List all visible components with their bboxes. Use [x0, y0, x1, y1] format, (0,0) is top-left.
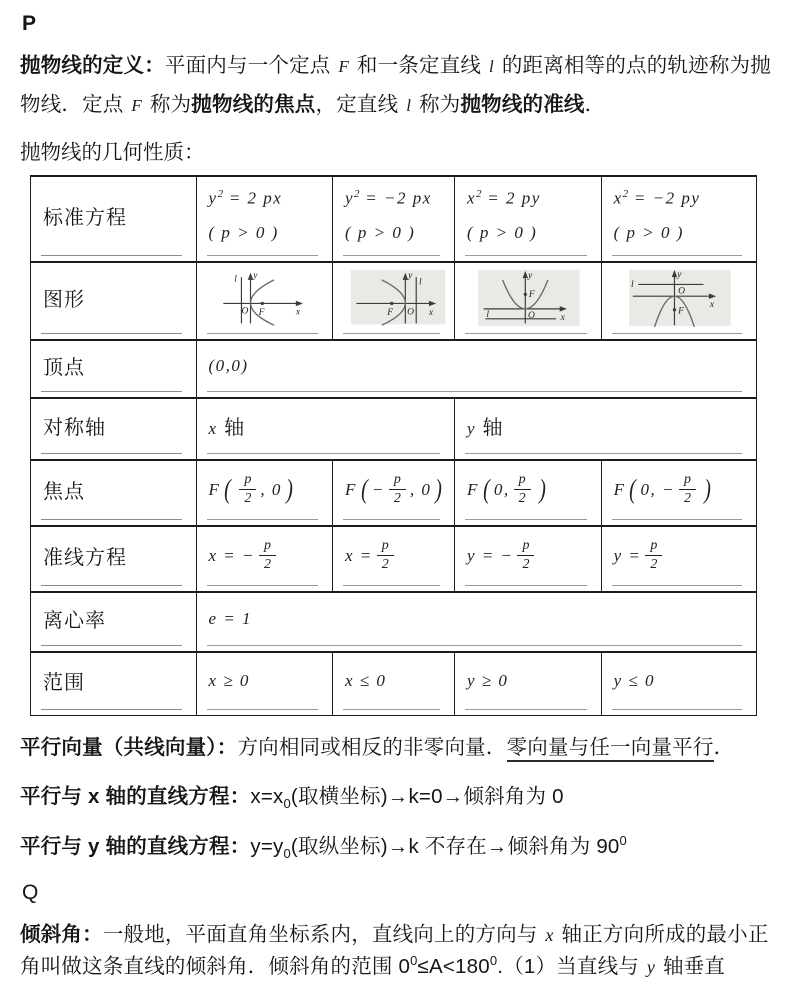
svg-text:F: F — [258, 307, 264, 318]
blank-underline — [207, 333, 318, 334]
svg-text:y: y — [676, 269, 681, 280]
cell-focus-1 — [196, 460, 332, 526]
range-value: x ≥ 0 — [208, 670, 250, 690]
cell-graph-opens-down — [601, 262, 756, 340]
blank-underline — [41, 519, 182, 520]
blank-underline — [343, 519, 440, 520]
row-label-standard-equation: 标准方程 — [31, 176, 197, 262]
svg-text:O: O — [677, 286, 685, 297]
blank-underline — [41, 391, 182, 392]
equation: $x^2 = 2$ py — [466, 188, 541, 209]
svg-text:x: x — [428, 307, 434, 318]
underlined-rule: 零向量与任一向量平行 — [507, 736, 714, 762]
cell-focus-4 — [601, 460, 756, 526]
cell-focus-2 — [333, 460, 455, 526]
blank-underline — [207, 391, 742, 392]
cell-directrix-1 — [196, 526, 332, 592]
cell-eccentricity — [196, 592, 756, 652]
parabola-opens-up-diagram — [467, 269, 589, 327]
blank-underline — [465, 255, 587, 256]
cell-focus-3 — [454, 460, 601, 526]
blank-underline — [41, 645, 182, 646]
inclination-title: 倾斜角： — [20, 923, 103, 947]
cell-graph-opens-left — [333, 262, 455, 340]
directrix-term: 抛物线的准线 — [460, 93, 585, 117]
focus-formula: F ( 0, − $\frac{p}{2}$ ) — [613, 472, 711, 507]
section-q-marker: Q — [22, 881, 39, 905]
section-p-marker: P — [22, 12, 37, 35]
vertex-value: (0,0) — [208, 355, 249, 375]
definition-title: 抛物线的定义： — [20, 54, 165, 77]
condition: ( p > 0 ) — [613, 223, 684, 243]
cell-equation-3 — [454, 176, 601, 262]
svg-text:y: y — [527, 270, 533, 281]
cell-axis-y: y 轴 — [454, 398, 756, 460]
row-label-directrix: 准线方程 — [31, 526, 197, 592]
svg-text:l: l — [486, 309, 489, 320]
svg-text:F: F — [387, 307, 394, 318]
svg-text:l: l — [630, 279, 634, 290]
svg-text:x: x — [295, 307, 300, 318]
cell-range-2 — [333, 652, 455, 716]
svg-text:O: O — [407, 307, 415, 318]
parallel-y-axis-note: 平行与 y 轴的直线方程：$y=y_0$(取纵坐标)→k 不存在→倾斜角为 $90^0$ — [20, 833, 627, 862]
condition: ( p > 0 ) — [466, 223, 538, 243]
focus-formula: F ( 0, $\frac{p}{2}$ ) — [466, 472, 546, 507]
table-row-axis-of-symmetry — [31, 398, 757, 460]
parallel-y-title: 平行与 y 轴的直线方程： — [20, 835, 251, 859]
row-label-axis: 对称轴 — [31, 398, 197, 460]
table-row-graph — [31, 262, 757, 340]
equation: $y^2 = -2$ px — [345, 188, 432, 209]
parabola-opens-down-diagram — [614, 269, 744, 327]
condition: ( p > 0 ) — [345, 223, 416, 243]
var-x: x — [545, 925, 554, 946]
blank-underline — [41, 709, 182, 710]
parallel-x-axis-note: 平行与 x 轴的直线方程：$x=x_0$(取横坐标)→k=0→倾斜角为 0 — [20, 784, 564, 812]
row-label-range: 范围 — [31, 652, 197, 716]
svg-text:l: l — [233, 274, 237, 285]
var-y: y — [646, 957, 656, 978]
focus-formula: F ( − $\frac{p}{2}$ , 0 ) — [345, 472, 443, 507]
directrix-formula: x = − $\frac{p}{2}$ — [209, 538, 324, 573]
blank-underline — [343, 709, 440, 710]
cell-equation-2 — [333, 176, 455, 262]
blank-underline — [207, 255, 318, 256]
cell-directrix-2 — [333, 526, 455, 592]
blank-underline — [41, 333, 182, 334]
geometric-properties-heading: 抛物线的几何性质： — [20, 140, 205, 164]
table-row-range — [31, 652, 757, 716]
parallel-vectors-note: 平行向量（共线向量）：方向相同或相反的非零向量．零向量与任一向量平行． — [20, 732, 773, 764]
focus-term: 抛物线的焦点 — [191, 93, 316, 117]
row-label-graph: 图形 — [31, 262, 197, 340]
table-row-directrix — [31, 526, 757, 592]
var-l: l — [406, 96, 412, 116]
cell-directrix-3 — [454, 526, 601, 592]
blank-underline — [207, 519, 318, 520]
svg-text:O: O — [240, 306, 248, 317]
cell-equation-4 — [601, 176, 756, 262]
blank-underline — [343, 333, 440, 334]
parallel-x-title: 平行与 x 轴的直线方程： — [20, 784, 251, 808]
directrix-formula: x = $\frac{p}{2}$ — [345, 538, 446, 573]
notes-section — [20, 732, 773, 983]
var-l: l — [489, 57, 494, 76]
directrix-formula: y = − $\frac{p}{2}$ — [467, 538, 593, 573]
blank-underline — [612, 333, 742, 334]
cell-directrix-4 — [601, 526, 756, 592]
svg-text:x: x — [560, 312, 565, 323]
table-row-eccentricity — [31, 592, 757, 652]
parabola-definition: 抛物线的定义：平面内与一个定点 F 和一条定直线 l 的距离相等的点的轨迹称为抛物线．定点 F 称为抛物线的焦点，定直线 l 称为抛物线的准线． — [20, 54, 771, 117]
range-value: y ≥ 0 — [466, 670, 509, 690]
blank-underline — [207, 453, 440, 454]
directrix-formula: y = $\frac{p}{2}$ — [614, 538, 748, 573]
parabola-opens-right-diagram — [209, 269, 321, 327]
cell-range-1 — [196, 652, 332, 716]
blank-underline — [343, 585, 440, 586]
blank-underline — [612, 709, 742, 710]
blank-underline — [41, 453, 182, 454]
row-label-eccentricity: 离心率 — [31, 592, 197, 652]
svg-text:F: F — [677, 306, 684, 317]
range-value: x ≤ 0 — [345, 670, 387, 690]
blank-underline — [207, 709, 318, 710]
svg-text:l: l — [418, 277, 422, 288]
cell-range-3 — [454, 652, 601, 716]
table-row-focus — [31, 460, 757, 526]
svg-text:x: x — [709, 299, 714, 310]
svg-text:F: F — [528, 289, 535, 300]
cell-graph-opens-right — [196, 262, 332, 340]
cell-range-4 — [601, 652, 756, 716]
svg-text:y: y — [408, 270, 413, 281]
blank-underline — [41, 585, 182, 586]
blank-underline — [612, 255, 742, 256]
row-label-focus: 焦点 — [31, 460, 197, 526]
condition: ( p > 0 ) — [208, 223, 279, 243]
eccentricity-value: e = 1 — [208, 608, 253, 628]
equation: $x^2 = -2$ py — [613, 188, 701, 209]
row-label-vertex: 顶点 — [31, 340, 197, 398]
svg-text:y: y — [252, 270, 257, 281]
range-value: y ≤ 0 — [613, 670, 655, 690]
blank-underline — [465, 709, 587, 710]
blank-underline — [207, 645, 742, 646]
parabola-opens-left-diagram — [345, 269, 453, 327]
blank-underline — [343, 255, 440, 256]
blank-underline — [612, 585, 742, 586]
blank-underline — [465, 333, 587, 334]
parabola-properties-table — [30, 175, 757, 717]
svg-text:O: O — [527, 310, 535, 321]
focus-formula: F ( $\frac{p}{2}$ , 0 ) — [208, 472, 293, 507]
cell-vertex-value — [196, 340, 756, 398]
blank-underline — [465, 453, 742, 454]
inclination-angle-note: 倾斜角：一般地，平面直角坐标系内，直线向上的方向与 x 轴正方向所成的最小正角叫做这条直线的倾斜角．倾斜角的范围 $0^0\le A<180^0.(1)$当直线与 y 轴垂直 — [20, 923, 769, 979]
table-row-standard-equation — [31, 176, 757, 262]
var-F: F — [131, 96, 142, 116]
table-row-vertex — [31, 340, 757, 398]
blank-underline — [207, 585, 318, 586]
blank-underline — [465, 519, 587, 520]
equation: $y^2 = 2$ px — [208, 188, 283, 209]
var-F: F — [338, 57, 349, 76]
cell-axis-x: x 轴 — [196, 398, 454, 460]
parallel-vectors-title: 平行向量（共线向量）： — [20, 736, 238, 760]
blank-underline — [465, 585, 587, 586]
blank-underline — [612, 519, 742, 520]
cell-equation-1 — [196, 176, 332, 262]
blank-underline — [41, 255, 182, 256]
cell-graph-opens-up — [454, 262, 601, 340]
